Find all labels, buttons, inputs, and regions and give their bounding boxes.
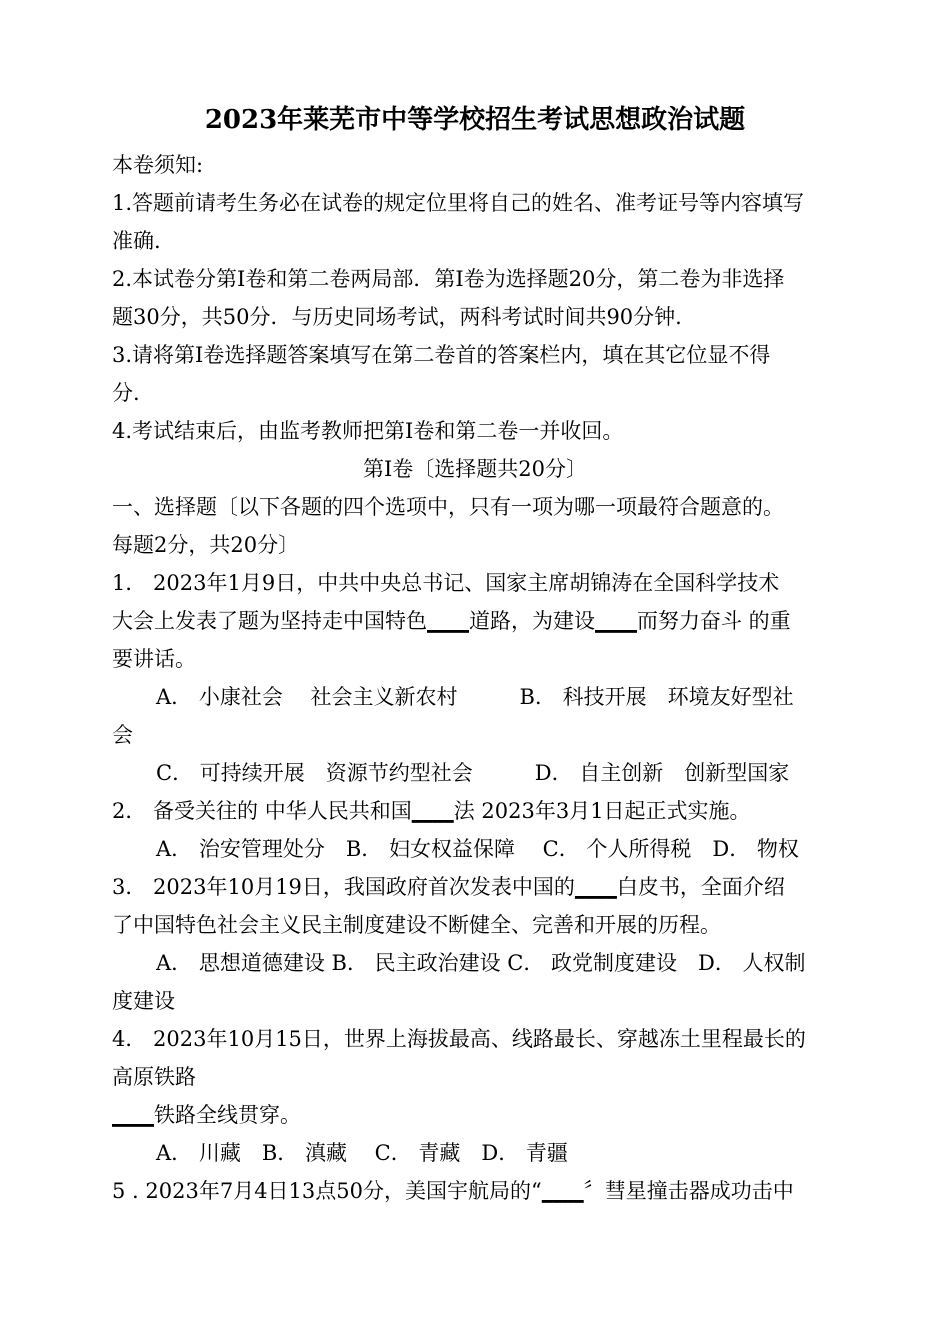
notice-item-3-cont: 分. (112, 381, 140, 405)
q2-text-b: 法 2023年3月1日起正式实施。 (453, 799, 751, 823)
q5-text-a: 5 . 2023年7月4日13点50分，美国宇航局的“ (112, 1179, 542, 1203)
question-1-text: 1． 2023年1月9日，中共中央总书记、国家主席胡锦涛在全国科学技术 (112, 571, 780, 595)
question-3-options-cont: 度建设 (112, 989, 175, 1013)
q1-text-c: 而努力奋斗 的重 (637, 609, 791, 633)
question-1-options-ab (156, 678, 794, 716)
answer-blank: ____ (411, 799, 454, 823)
q1-text-b: 道路，为建设 (469, 609, 595, 633)
answer-blank: ____ (574, 875, 617, 899)
question-4-options: A． 川藏 B． 滇藏 C． 青藏 D． 青疆 (156, 1141, 568, 1165)
question-3-options: A． 思想道德建设 B． 民主政治建设 C． 政党制度建设 D． 人权制 (156, 951, 806, 975)
question-4-text-end (112, 1096, 301, 1134)
question-2-text (112, 792, 751, 830)
part-intro-cont: 每题2分，共20分〕 (112, 533, 300, 557)
answer-blank: ____ (595, 609, 637, 633)
part-intro: 一、选择题〔以下各题的四个选项中，只有一项为哪一项最符合题意的。 (112, 495, 784, 519)
q1-option-a: A． 小康社会 社会主义新农村 (156, 685, 458, 709)
q1-option-c: C． 可持续开展 资源节约型社会 (156, 761, 473, 785)
answer-blank: ____ (112, 1103, 154, 1127)
page-title: 2023年莱芜市中等学校招生考试思想政治试题 (204, 105, 746, 135)
answer-blank: ____ (427, 609, 469, 633)
question-3-text-cont: 了中国特色社会主义民主制度建设不断健全、完善和开展的历程。 (112, 913, 721, 937)
q3-text-b: 白皮书，全面介绍 (616, 875, 785, 899)
section-title: 第I卷〔选择题共20分〕 (362, 457, 588, 481)
q2-text-a: 2． 备受关往的 中华人民共和国 (112, 799, 412, 823)
notice-item-4: 4.考试结束后，由监考教师把第I卷和第二卷一并收回。 (112, 419, 624, 443)
question-4-text: 4． 2023年10月15日，世界上海拔最高、线路最长、穿越冻土里程最长的 (112, 1027, 806, 1051)
notice-item-2: 2.本试卷分第I卷和第二卷两局部．第I卷为选择题20分，第二卷为非选择 (112, 267, 785, 291)
notice-heading: 本卷须知: (112, 153, 204, 177)
q3-text-a: 3． 2023年10月19日，我国政府首次发表中国的 (112, 875, 575, 899)
q1-option-b: B． 科技开展 环境友好型社 (519, 685, 794, 709)
question-2-options: A． 治安管理处分 B． 妇女权益保障 C． 个人所得税 D． 物权 (156, 837, 799, 861)
q4-text-c: 铁路全线贯穿。 (154, 1103, 301, 1127)
notice-item-1-cont: 准确. (112, 229, 161, 253)
question-1-text-cont (112, 602, 791, 640)
notice-item-2-cont: 题30分，共50分．与历史同场考试，两科考试时间共90分钟. (112, 305, 682, 329)
question-5-text (112, 1172, 794, 1210)
notice-item-3: 3.请将第I卷选择题答案填写在第二卷首的答案栏内，填在其它位显不得 (112, 343, 771, 367)
notice-item-1: 1.答题前请考生务必在试卷的规定位里将自己的姓名、准考证号等内容填写 (112, 191, 805, 215)
q5-text-b: 〞彗星撞击器成功击中 (583, 1179, 794, 1203)
question-4-text-cont: 高原铁路 (112, 1065, 196, 1089)
answer-blank: ____ (541, 1179, 584, 1203)
question-3-text (112, 868, 785, 906)
q1-text-a: 大会上发表了题为坚持走中国特色 (112, 609, 427, 633)
question-1-text-end: 要讲话。 (112, 647, 196, 671)
question-1-options-cd (156, 754, 789, 792)
q1-option-b-cont: 会 (112, 723, 133, 747)
q1-option-d: D． 自主创新 创新型国家 (534, 761, 790, 785)
